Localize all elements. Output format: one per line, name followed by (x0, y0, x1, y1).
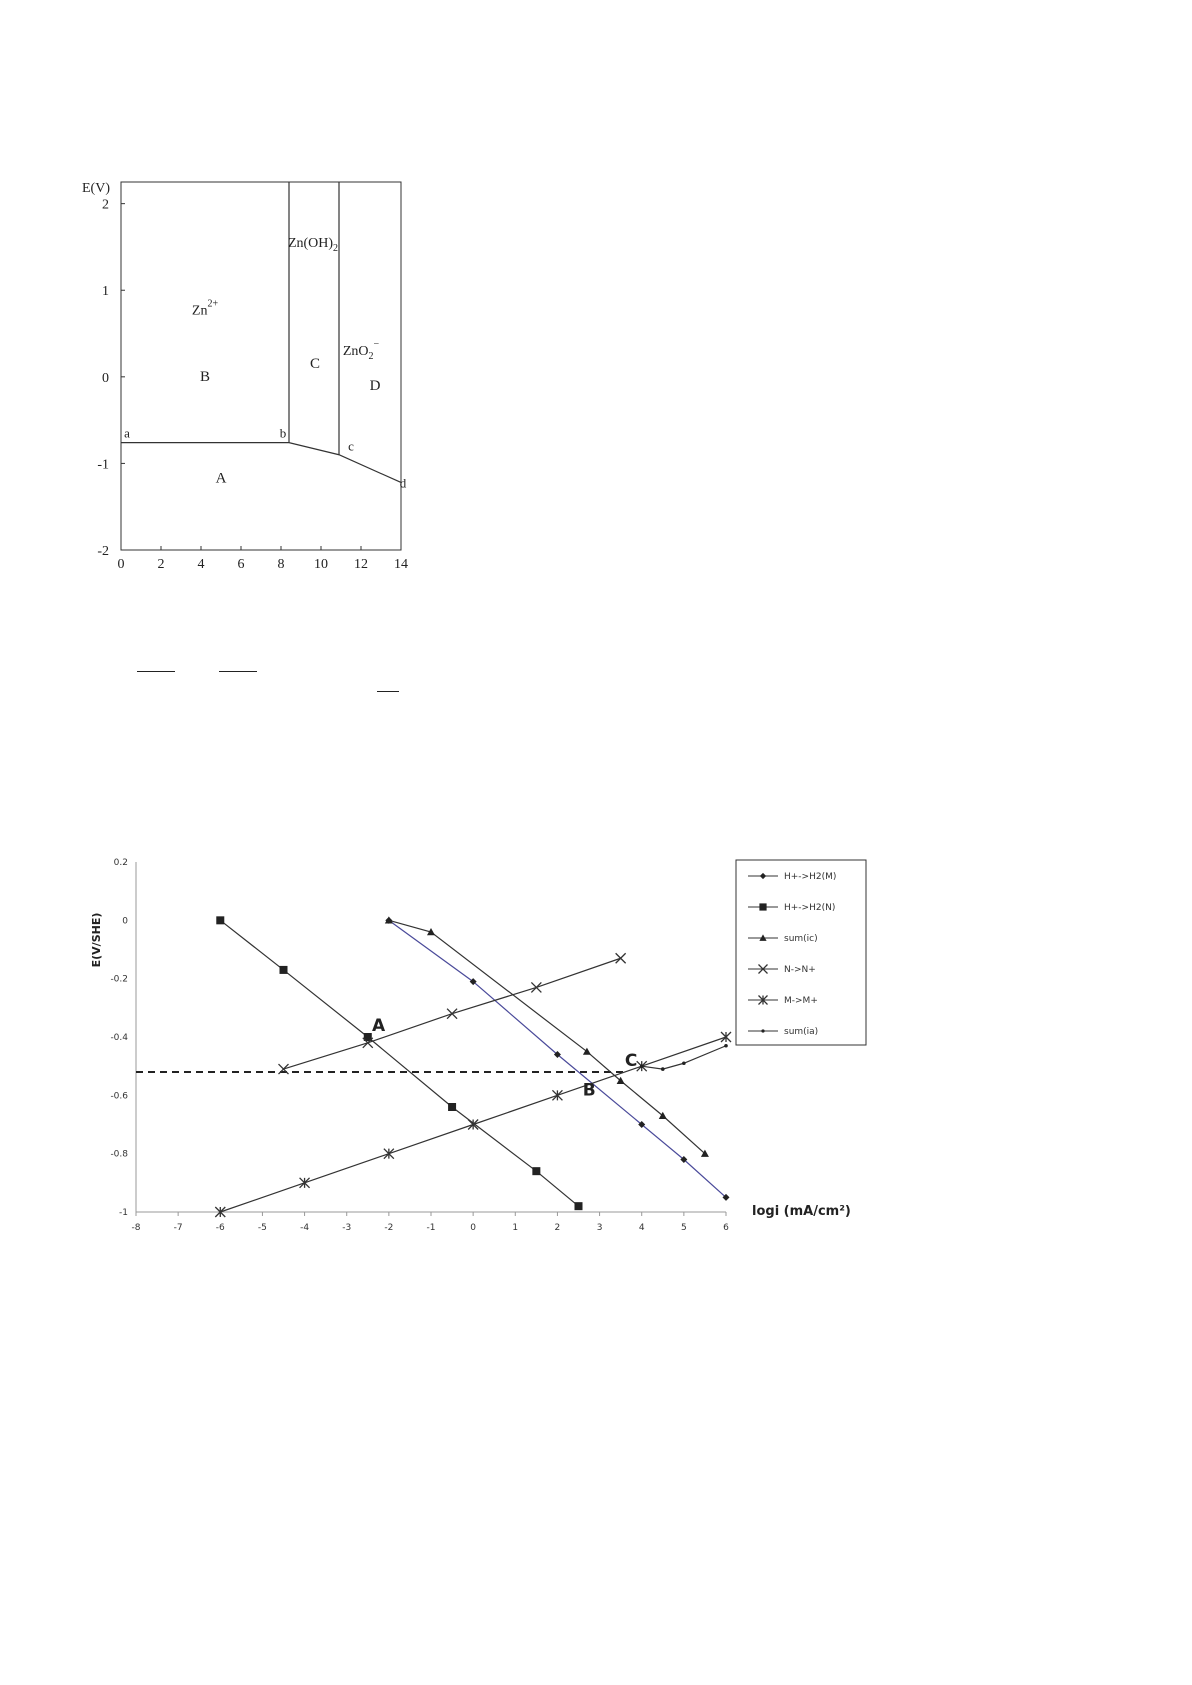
pourbaix-diagram (80, 178, 500, 598)
species-subscript: 2 (333, 242, 339, 254)
y-tick-label: 1 (102, 284, 109, 300)
series-point (759, 903, 766, 910)
plot-frame (121, 182, 401, 550)
region-letter-D: D (369, 377, 381, 394)
evans-diagram (80, 850, 880, 1250)
series-point (575, 1202, 583, 1210)
x-tick-label: 6 (237, 557, 245, 572)
series-point (532, 1167, 540, 1175)
x-tick-label: 4 (197, 557, 205, 572)
x-tick-label: 12 (354, 557, 368, 572)
region-letter-C: C (309, 356, 321, 373)
y-tick-label: 0 (122, 916, 128, 927)
y-tick-label: 2 (102, 197, 109, 213)
series-point (616, 953, 626, 963)
series-sum(ia) (640, 1044, 728, 1071)
legend-label: H+->H2(M) (784, 872, 837, 882)
series-line (642, 1046, 726, 1069)
y-tick-label: -0.6 (110, 1091, 128, 1102)
species-superscript: 2+ (207, 298, 219, 310)
y-tick-label: -1 (97, 457, 109, 473)
series-point (583, 1048, 591, 1055)
series-point (300, 1178, 310, 1188)
point-label-b: b (279, 425, 287, 441)
point-label-a: a (124, 425, 130, 441)
x-tick-label: -6 (215, 1223, 225, 1233)
legend-label: N->N+ (784, 965, 816, 975)
x-tick-labels (132, 1212, 730, 1233)
fraction-bar (137, 671, 175, 672)
legend-label: sum(ic) (784, 934, 818, 944)
point-label-c: c (348, 438, 354, 454)
legend-box (736, 860, 866, 1045)
series-point (216, 916, 224, 924)
series-H+->H2(M) (385, 917, 729, 1201)
x-tick-label: 14 (394, 557, 408, 572)
y-axis-label: E(V) (82, 181, 110, 196)
y-tick-label: -2 (97, 544, 109, 559)
x-tick-label: -1 (426, 1223, 436, 1233)
region-letter-B: B (199, 369, 211, 386)
region-species-label (288, 236, 338, 254)
x-tick-label: 6 (723, 1223, 729, 1233)
legend-label: H+->H2(N) (784, 903, 836, 913)
species-name: Zn (191, 303, 208, 319)
fraction-bar (219, 671, 257, 672)
series-M->M+ (215, 1032, 731, 1217)
y-tick-label: -0.4 (110, 1033, 128, 1043)
x-tick-label: 10 (314, 557, 328, 572)
x-axis-label: logi (mA/cm²) (752, 1204, 851, 1219)
x-tick-label: -3 (342, 1223, 352, 1233)
species-superscript: − (373, 339, 380, 351)
series-point (552, 1090, 562, 1100)
series-point (761, 1029, 764, 1032)
y-tick-label: 0.2 (113, 858, 128, 868)
fraction-bar (377, 691, 399, 692)
x-tick-label: 0 (470, 1223, 477, 1233)
species-name: Zn(OH) (287, 235, 334, 251)
series-point (682, 1061, 686, 1065)
y-tick-label: -0.8 (110, 1149, 128, 1160)
legend-label: sum(ia) (784, 1027, 819, 1037)
x-tick-label: 2 (554, 1223, 561, 1233)
series-line (389, 920, 726, 1197)
region-letter-A: A (215, 470, 227, 487)
series-point (721, 1032, 731, 1042)
x-tick-label: -8 (131, 1223, 141, 1233)
annotation-A: A (372, 1016, 386, 1037)
region-species-label (192, 298, 219, 318)
series-line (220, 920, 578, 1206)
annotation-B: B (582, 1080, 596, 1101)
x-tick-label: 5 (680, 1223, 687, 1233)
x-tick-label: -4 (300, 1223, 310, 1233)
x-tick-label: 4 (638, 1223, 645, 1233)
series-point (280, 966, 288, 974)
series-H+->H2(N) (216, 916, 582, 1210)
y-axis-label: E(V/SHE) (90, 912, 103, 968)
series-point (384, 1149, 394, 1159)
series-point (468, 1120, 478, 1130)
x-tick-label: 2 (157, 557, 165, 572)
y-tick-label: 0 (102, 370, 109, 386)
y-tick-label: -1 (119, 1208, 128, 1218)
series-point (661, 1067, 665, 1071)
series-point (724, 1044, 728, 1048)
x-tick-label: 3 (596, 1223, 603, 1233)
annotation-C: C (624, 1051, 638, 1072)
x-tick-label: 0 (117, 557, 125, 572)
phase-boundaries (121, 182, 401, 482)
series-point (447, 1009, 457, 1019)
series-N->N+ (279, 953, 626, 1074)
x-tick-label: -7 (173, 1223, 183, 1233)
series-group (215, 916, 731, 1217)
x-tick-label: 1 (512, 1223, 519, 1233)
y-tick-labels (110, 858, 128, 1218)
point-labels (124, 425, 407, 490)
x-tick-label: -5 (257, 1223, 267, 1233)
y-tick-label: -0.2 (110, 974, 128, 985)
series-point (448, 1103, 456, 1111)
x-tick-label: 8 (277, 557, 285, 572)
species-subscript: 2 (368, 351, 374, 363)
point-label-d: d (399, 475, 407, 491)
legend-label: M->M+ (784, 996, 818, 1006)
x-tick-label: -2 (384, 1223, 394, 1233)
species-name: ZnO (342, 344, 369, 360)
series-point (640, 1064, 644, 1068)
phase-boundary (121, 443, 401, 483)
series-point (531, 982, 541, 992)
region-species-label (343, 339, 380, 362)
